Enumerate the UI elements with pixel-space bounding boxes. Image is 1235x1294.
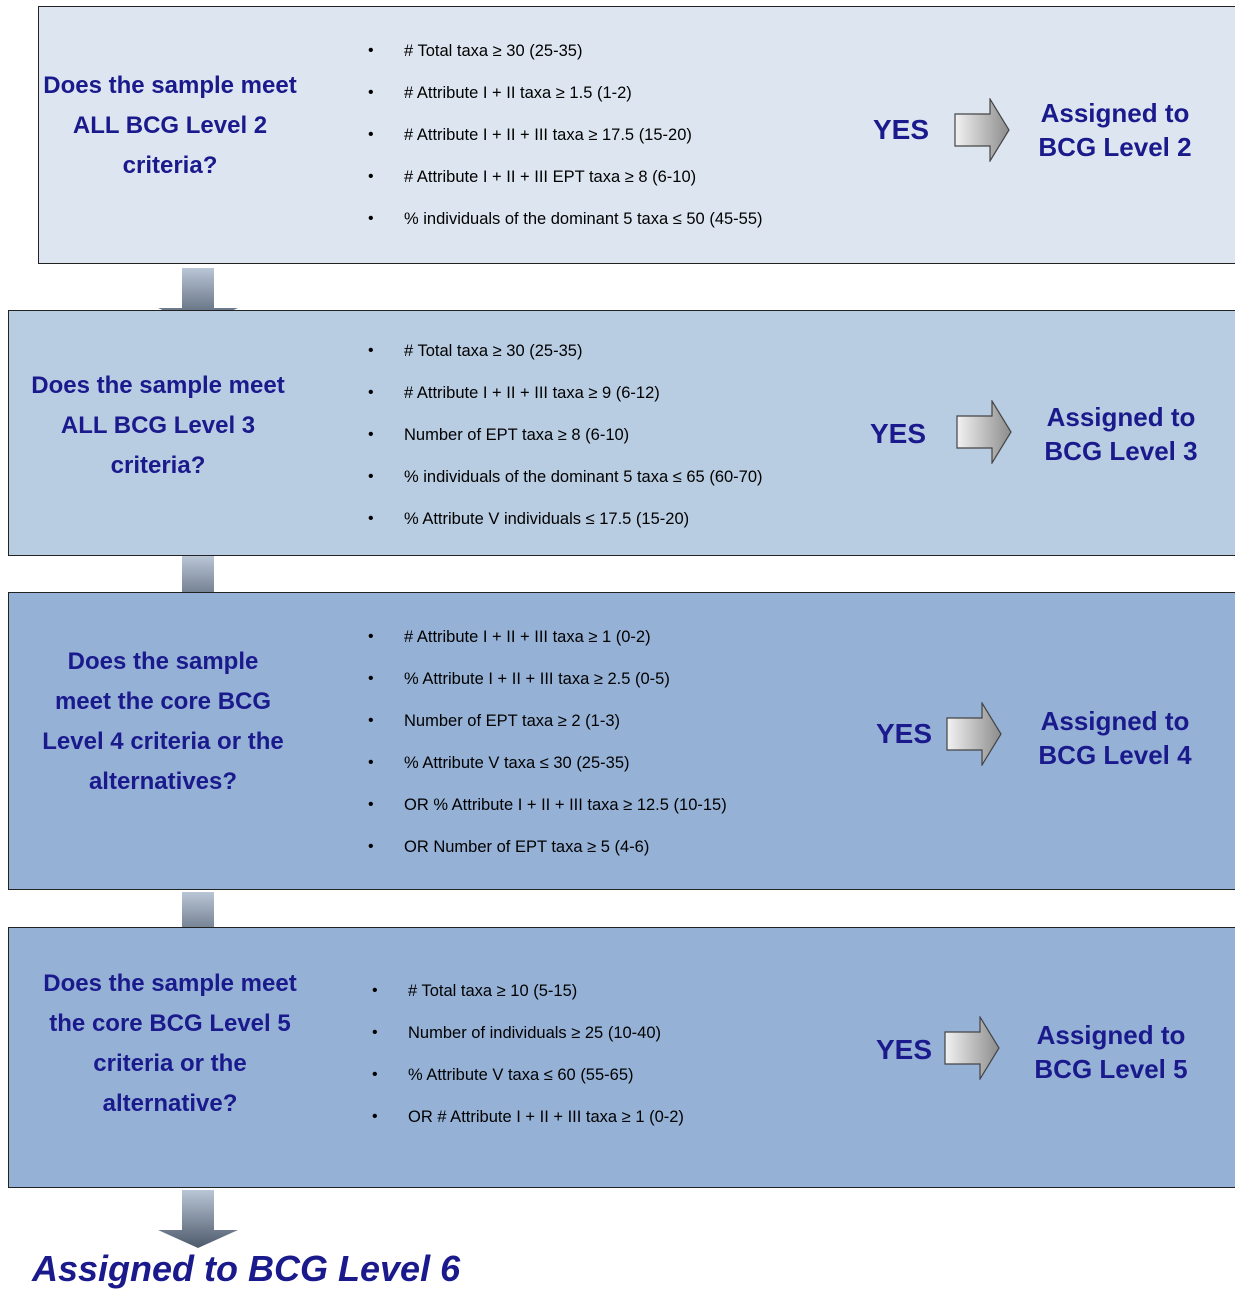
level4-result: Assigned to BCG Level 4: [1038, 706, 1192, 770]
criterion: • % individuals of the dominant 5 taxa ≤ 50 (45-55): [368, 208, 763, 250]
criterion: • # Total taxa ≥ 30 (25-35): [368, 40, 763, 82]
criterion: • Number of individuals ≥ 25 (10-40): [372, 1022, 684, 1064]
criterion: • # Attribute I + II taxa ≥ 1.5 (1-2): [368, 82, 763, 124]
level2-result: Assigned to BCG Level 2: [1038, 98, 1192, 162]
criterion: • % Attribute V taxa ≤ 60 (55-65): [372, 1064, 684, 1106]
criterion: • # Total taxa ≥ 10 (5-15): [372, 980, 684, 1022]
criterion: • % individuals of the dominant 5 taxa ≤ 65 (60-70): [368, 466, 763, 508]
final-level6-label: Assigned to BCG Level 6: [32, 1248, 461, 1289]
criterion: • # Total taxa ≥ 30 (25-35): [368, 340, 763, 382]
level2-yes-label: YES: [873, 114, 930, 145]
criterion: • OR Number of EPT taxa ≥ 5 (4-6): [368, 836, 727, 878]
level5-criteria-list: [372, 980, 684, 1148]
down-arrow-icon: [158, 1190, 238, 1248]
level4-question: Does the sample meet the core BCG Level 4 criteria or the alternatives?: [42, 648, 284, 795]
criterion: • # Attribute I + II + III taxa ≥ 9 (6-12): [368, 382, 763, 424]
criterion: • OR # Attribute I + II + III taxa ≥ 1 (0-2): [372, 1106, 684, 1148]
right-arrow-icon: [956, 400, 1012, 464]
criterion: • Number of EPT taxa ≥ 8 (6-10): [368, 424, 763, 466]
criterion: • % Attribute V taxa ≤ 30 (25-35): [368, 752, 727, 794]
level4-criteria-list: [368, 626, 727, 878]
criterion: • % Attribute V individuals ≤ 17.5 (15-20): [368, 508, 763, 550]
level4-yes-label: YES: [876, 718, 933, 749]
criterion: • Number of EPT taxa ≥ 2 (1-3): [368, 710, 727, 752]
criterion: • OR % Attribute I + II + III taxa ≥ 12.5 (10-15): [368, 794, 727, 836]
criterion: • % Attribute I + II + III taxa ≥ 2.5 (0-5): [368, 668, 727, 710]
right-arrow-icon: [954, 98, 1010, 162]
level5-yes-label: YES: [876, 1034, 933, 1065]
level5-question: Does the sample meet the core BCG Level 5 criteria or the alternative?: [43, 970, 297, 1117]
level2-criteria-list: [368, 40, 763, 250]
criterion: • # Attribute I + II + III taxa ≥ 1 (0-2): [368, 626, 727, 668]
criterion: • # Attribute I + II + III taxa ≥ 17.5 (15-20): [368, 124, 763, 166]
level3-yes-label: YES: [870, 418, 927, 449]
right-arrow-icon: [946, 702, 1002, 766]
criterion: • # Attribute I + II + III EPT taxa ≥ 8 (6-10): [368, 166, 763, 208]
level3-result: Assigned to BCG Level 3: [1044, 402, 1198, 466]
right-arrow-icon: [944, 1016, 1000, 1080]
level3-criteria-list: [368, 340, 763, 550]
level5-result: Assigned to BCG Level 5: [1034, 1020, 1188, 1084]
level2-question: Does the sample meet ALL BCG Level 2 criteria?: [43, 72, 297, 179]
level3-question: Does the sample meet ALL BCG Level 3 criteria?: [31, 372, 285, 479]
